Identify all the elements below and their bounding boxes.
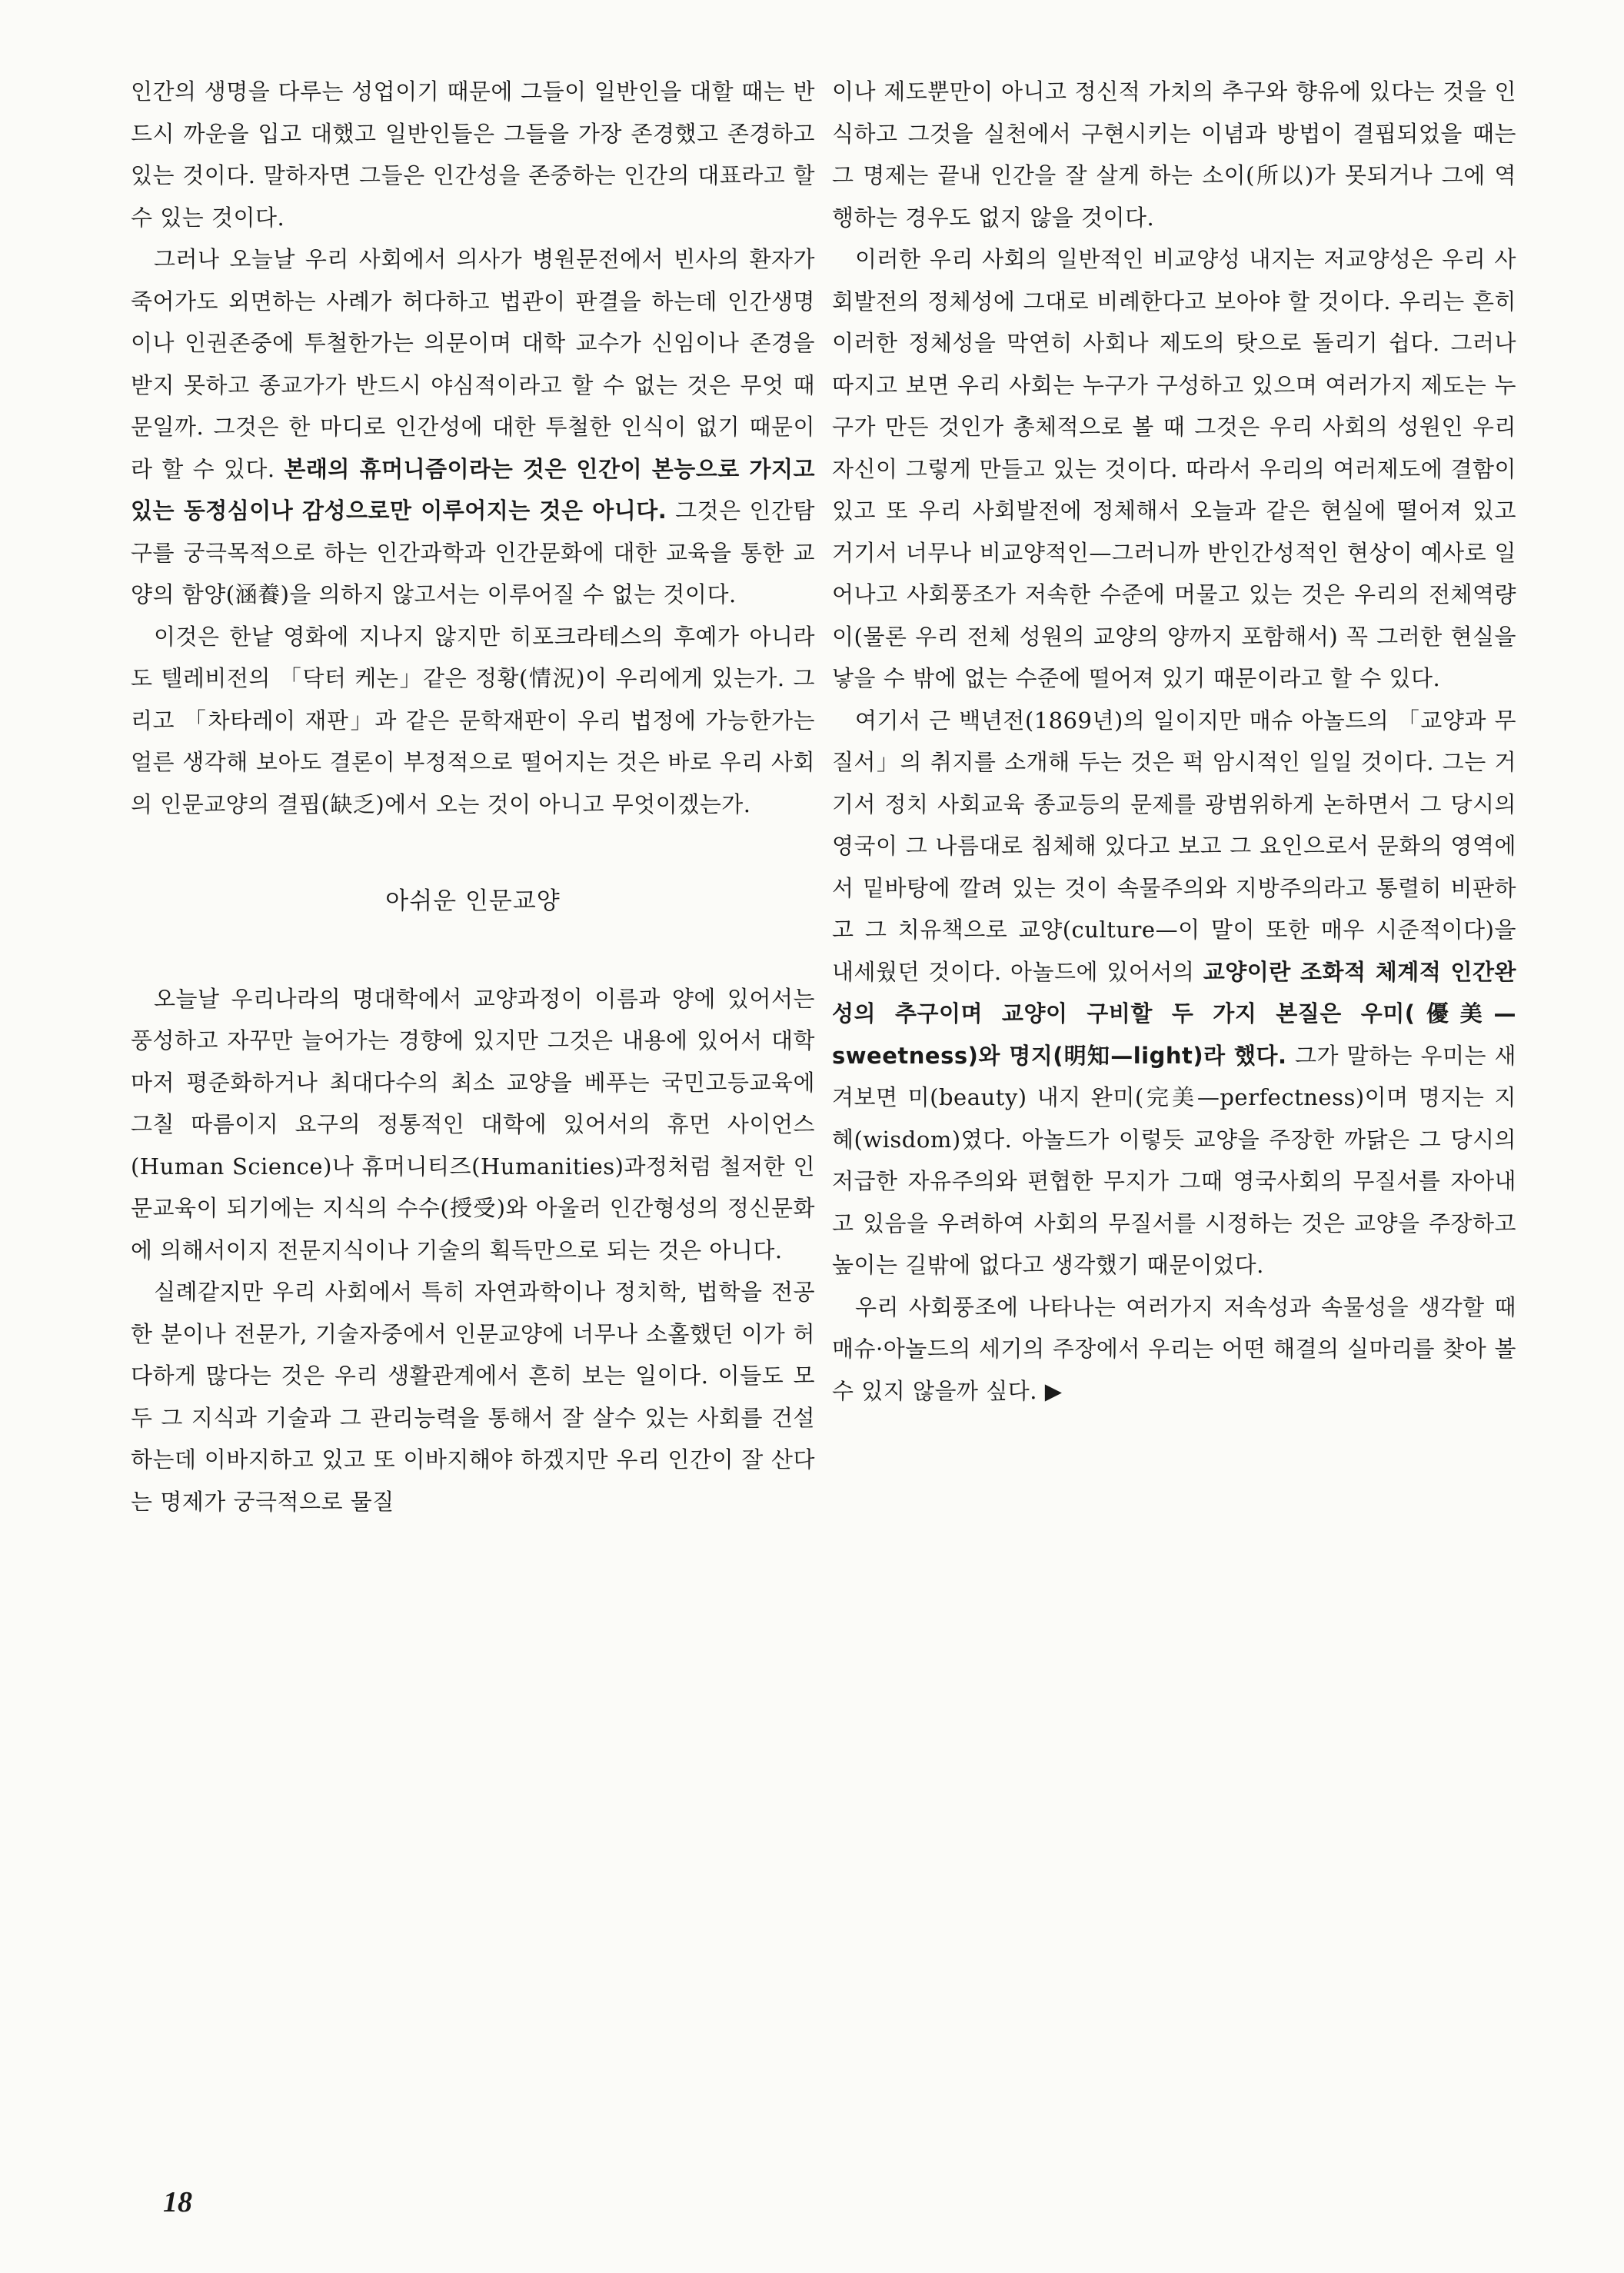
right-column	[832, 71, 1516, 1412]
right-paragraph-3-bold: 교양이란 조화적 체계적 인간완성의 추구이며 교양이 구비할 두 가지 본질은 우미(優美—sweetness)와 명지(明知—light)라 했다.	[832, 958, 1516, 1069]
left-paragraph-2-text: 그러나 오늘날 우리 사회에서 의사가 병원문전에서 빈사의 환자가 죽어가도 외면하는 사례가 허다하고 법관이 판결을 하는데 인간생명이나 인권존중에 투철한가는 의문이며 대학 교수가 신임이나 존경을 받지 못하고 종교가가 반드시 야심적이라고 할 수 없는 것은 무엇 때문일까. 그것은 한 마디로 인간성에 대한 투철한 인식이 없기 때문이라 할 수 있다.	[131, 246, 815, 482]
right-paragraph-3-end: 그가 말하는 우미는 새겨보면 미(beauty) 내지 완미(完美—perfectness)이며 명지는 지혜(wisdom)였다. 아놀드가 이렇듯 교양을 주장한 까닭은 그 당시의 저급한 자유주의와 편협한 무지가 그때 영국사회의 무질서를 자아내고 있음을 우려하여 사회의 무질서를 시정하는 것은 교양을 주장하고 높이는 길밖에 없다고 생각했기 때문이었다.	[832, 1042, 1516, 1278]
left-paragraph-2-bold: 본래의 휴머니즘이라는 것은 인간이 본능으로 가지고 있는 동정심이나 감성으로만 이루어지는 것은 아니다.	[131, 455, 815, 524]
right-paragraph-3	[832, 700, 1516, 1286]
right-paragraph-4: 우리 사회풍조에 나타나는 여러가지 저속성과 속물성을 생각할 때 매슈·아놀드의 세기의 주장에서 우리는 어떤 해결의 실마리를 찾아 볼 수 있지 않을까 싶다. ▶	[832, 1293, 1516, 1404]
right-paragraph-3-text: 여기서 근 백년전(1869년)의 일이지만 매슈 아놀드의 「교양과 무질서」의 취지를 소개해 두는 것은 퍽 암시적인 일일 것이다. 그는 거기서 정치 사회교육 종교등의 문제를 광범위하게 논하면서 그 당시의 영국이 그 나름대로 침체해 있다고 보고 그 요인으로서 문화의 영역에서 밑바탕에 깔려 있는 것이 속물주의와 지방주의라고 통렬히 비판하고 그 치유책으로 교양(culture—이 말이 또한 매우 시준적이다)을 내세웠던 것이다. 아놀드에 있어서의	[832, 707, 1516, 985]
left-paragraph-5: 실례같지만 우리 사회에서 특히 자연과학이나 정치학, 법학을 전공한 분이나 전문가, 기술자중에서 인문교양에 너무나 소홀했던 이가 허다하게 많다는 것은 우리 생활관계에서 흔히 보는 일이다. 이들도 모두 그 지식과 기술과 그 관리능력을 통해서 잘 살수 있는 사회를 건설하는데 이바지하고 있고 또 이바지해야 하겠지만 우리 인간이 잘 산다는 명제가 궁극적으로 물질	[131, 1279, 815, 1515]
left-paragraph-3: 이것은 한낱 영화에 지나지 않지만 히포크라테스의 후예가 아니라도 텔레비전의 「닥터 케논」같은 정황(情況)이 우리에게 있는가. 그리고 「차타레이 재판」과 같은 문학재판이 우리 법정에 가능한가는 얼른 생각해 보아도 결론이 부정적으로 떨어지는 것은 바로 우리 사회의 인문교양의 결핍(缺乏)에서 오는 것이 아니고 무엇이겠는가.	[131, 623, 815, 817]
left-paragraph-2	[131, 238, 815, 616]
left-paragraph-1: 인간의 생명을 다루는 성업이기 때문에 그들이 일반인을 대할 때는 반드시 까운을 입고 대했고 일반인들은 그들을 가장 존경했고 존경하고 있는 것이다. 말하자면 그들은 인간성을 존중하는 인간의 대표라고 할 수 있는 것이다.	[131, 78, 815, 231]
left-column	[131, 71, 815, 1523]
left-paragraph-4: 오늘날 우리나라의 명대학에서 교양과정이 이름과 양에 있어서는 풍성하고 자꾸만 늘어가는 경향에 있지만 그것은 내용에 있어서 대학마저 평준화하거나 최대다수의 최소 교양을 베푸는 국민고등교육에 그칠 따름이지 요구의 정통적인 대학에 있어서의 휴먼 사이언스(Human Science)나 휴머니티즈(Humanities)과정처럼 철저한 인문교육이 되기에는 지식의 수수(授受)와 아울러 인간형성의 정신문화에 의해서이지 전문지식이나 기술의 획득만으로 되는 것은 아니다.	[131, 985, 815, 1263]
left-paragraph-2-end: 그것은 인간탐구를 궁극목적으로 하는 인간과학과 인간문화에 대한 교육을 통한 교양의 함양(涵養)을 의하지 않고서는 이루어질 수 없는 것이다.	[131, 498, 815, 607]
right-paragraph-2: 이러한 우리 사회의 일반적인 비교양성 내지는 저교양성은 우리 사회발전의 정체성에 그대로 비례한다고 보아야 할 것이다. 우리는 흔히 이러한 정체성을 막연히 사회나 제도의 탓으로 돌리기 쉽다. 그러나 따지고 보면 우리 사회는 누구가 구성하고 있으며 여러가지 제도는 누구가 만든 것인가 총체적으로 볼 때 그것은 우리 사회의 성원인 우리 자신이 그렇게 만들고 있는 것이다. 따라서 우리의 여러제도에 결함이 있고 또 우리 사회발전에 정체해서 오늘과 같은 현실에 떨어져 있고 거기서 너무나 비교양적인—그러니까 반인간성적인 현상이 예사로 일어나고 사회풍조가 저속한 수준에 머물고 있는 것은 우리의 전체역량이(물론 우리 전체 성원의 교양의 양까지 포함해서) 꼭 그러한 현실을 낳을 수 밖에 없는 수준에 떨어져 있기 때문이라고 할 수 있다.	[832, 246, 1516, 691]
page-number: 18	[163, 2186, 192, 2218]
section-heading: 아쉬운 인문교양	[385, 887, 561, 915]
right-paragraph-1: 이나 제도뿐만이 아니고 정신적 가치의 추구와 향유에 있다는 것을 인식하고 그것을 실천에서 구현시키는 이념과 방법이 결핍되었을 때는 그 명제는 끝내 인간을 잘 살게 하는 소이(所以)가 못되거나 그에 역행하는 경우도 없지 않을 것이다.	[832, 78, 1516, 231]
